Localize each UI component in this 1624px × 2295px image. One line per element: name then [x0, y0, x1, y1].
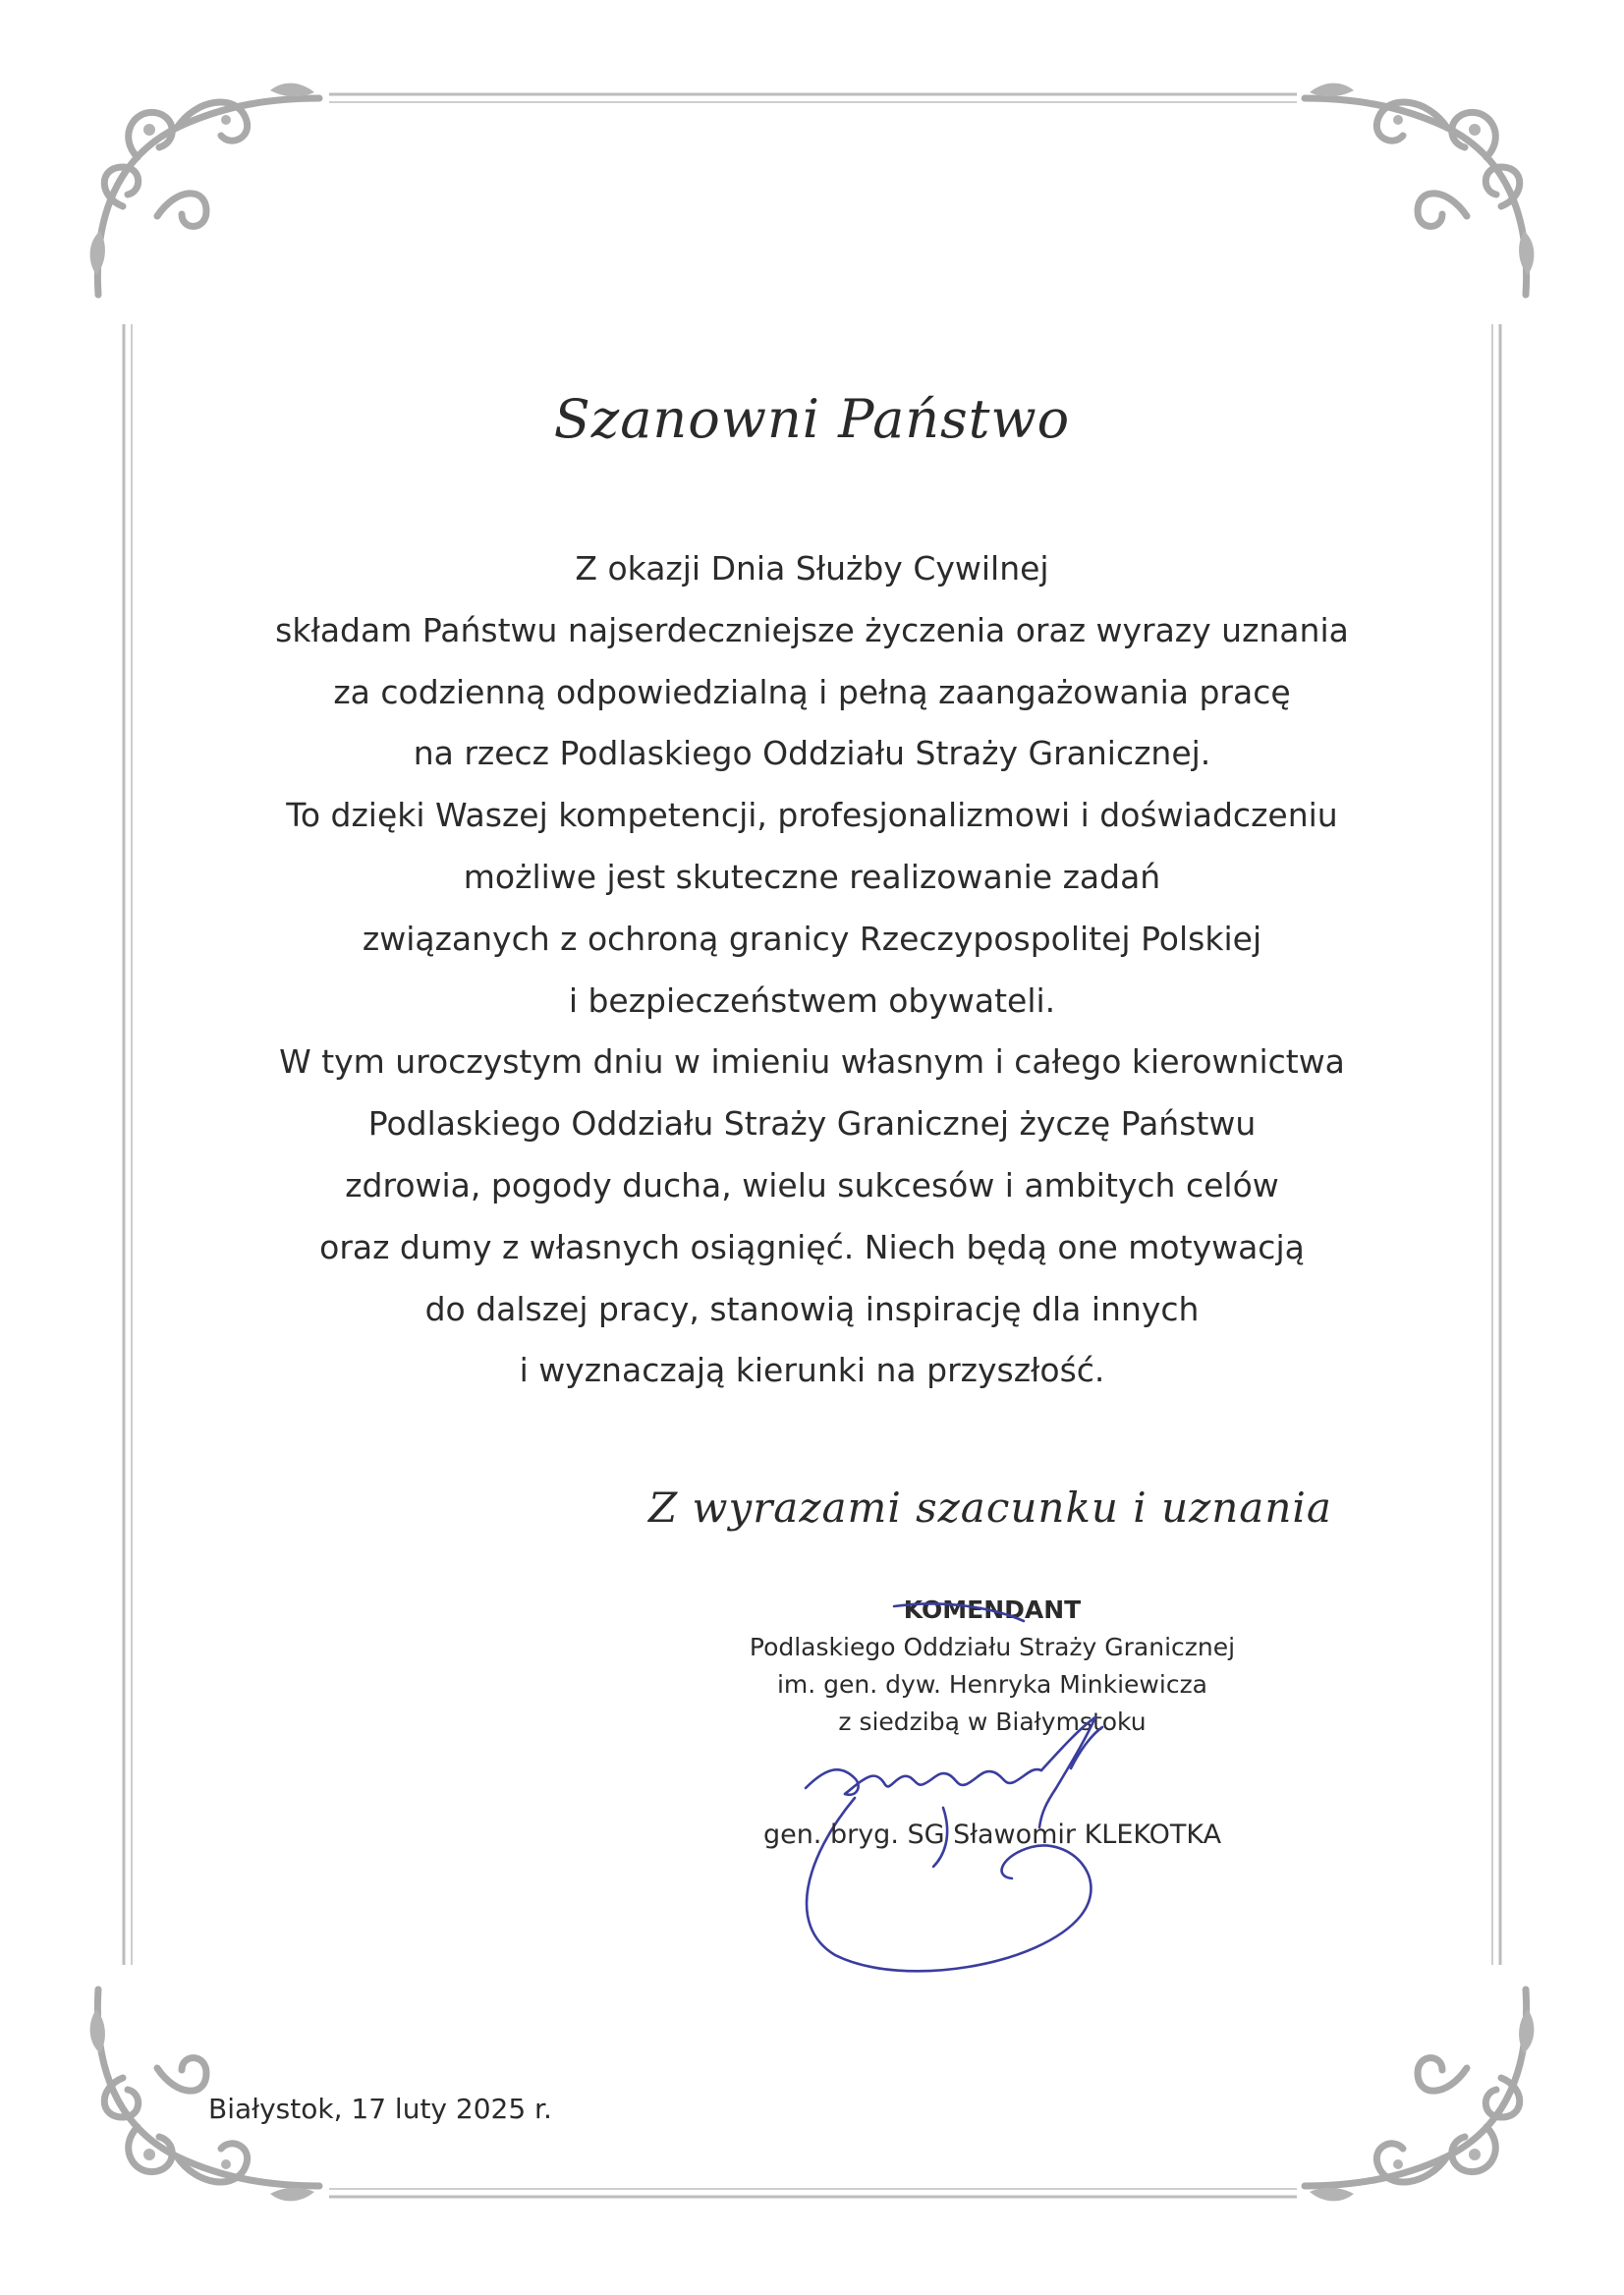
letter-body [196, 538, 1428, 1402]
body-line: składam Państwu najserdeczniejsze życzenia oraz wyrazy uznania [275, 610, 1349, 649]
body-line: W tym uroczystym dniu w imieniu własnym i całego kierownictwa [279, 1042, 1345, 1082]
signature-patron: im. gen. dyw. Henryka Minkiewicza [776, 1670, 1208, 1699]
corner-ornament-bottom-right [1300, 1970, 1545, 2215]
closing-phrase: Z wyrazami szacunku i uznania [648, 1483, 1332, 1532]
body-line: zdrowia, pogody ducha, wielu sukcesów i ambitych celów [345, 1165, 1279, 1204]
signature-unit: Podlaskiego Oddziału Straży Granicznej [749, 1633, 1236, 1661]
signature-title: KOMENDANT [903, 1595, 1082, 1624]
corner-ornament-top-left [79, 69, 324, 314]
place-date: Białystok, 17 luty 2025 r. [208, 2093, 552, 2125]
body-line: Z okazji Dnia Służby Cywilnej [575, 549, 1049, 588]
body-line: i wyznaczają kierunki na przyszłość. [519, 1351, 1105, 1390]
signer-name: gen. bryg. SG Sławomir KLEKOTKA [762, 1819, 1222, 1850]
body-line: związanych z ochroną granicy Rzeczypospolitej Polskiej [362, 919, 1262, 958]
body-line: Podlaskiego Oddziału Straży Granicznej życzę Państwu [367, 1104, 1257, 1144]
body-line: oraz dumy z własnych osiągnięć. Niech będą one motywacją [319, 1227, 1305, 1266]
body-line: do dalszej pracy, stanowią inspirację dla innych [424, 1289, 1200, 1328]
corner-ornament-top-right [1300, 69, 1545, 314]
body-line: i bezpieczeństwem obywateli. [568, 980, 1056, 1020]
greeting-heading: Szanowni Państwo [553, 388, 1071, 450]
body-line: za codzienną odpowiedzialną i pełną zaangażowania pracę [333, 672, 1291, 711]
body-line: możliwe jest skuteczne realizowanie zadań [463, 857, 1161, 896]
body-line: To dzięki Waszej kompetencji, profesjonalizmowi i doświadczeniu [286, 796, 1338, 835]
body-line: na rzecz Podlaskiego Oddziału Straży Granicznej. [413, 734, 1211, 773]
handwritten-signature [747, 1601, 1199, 1994]
signature-seat: z siedzibą w Białymstoku [838, 1707, 1147, 1736]
